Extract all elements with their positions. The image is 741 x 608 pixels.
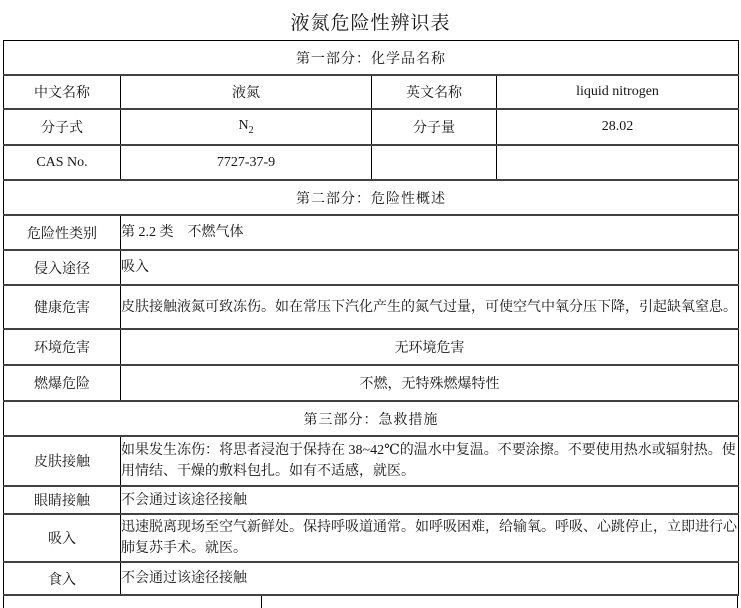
table-row-environment-hazard [4,329,739,365]
formula-base: N [238,118,249,134]
value-health-hazard: 皮肤接触液氮可致冻伤。如在常压下汽化产生的氮气过量，可使空气中氧分压下降，引起缺氧窒息。 [121,285,739,329]
label-entry-route: 侵入途径 [4,250,121,285]
table-row-skin-contact [4,436,739,486]
label-skin-contact: 皮肤接触 [4,436,121,486]
label-chinese-name: 中文名称 [4,75,121,109]
value-entry-route: 吸入 [121,250,739,285]
hazard-identification-table [3,40,739,596]
value-eye-contact: 不会通过该途径接触 [121,486,739,514]
section1-header-row [4,41,739,76]
value-molecular-weight: 28.02 [497,109,739,145]
label-health-hazard: 健康危害 [4,285,121,329]
table-row-ingestion [4,562,739,595]
value-ingestion: 不会通过该途径接触 [121,562,739,595]
value-skin-contact: 如果发生冻伤：将思者浸泡于保持在 38~42℃的温水中复温。不要涂擦。不要使用热水或辐射热。使用情结、干燥的敷料包扎。如有不适感，就医。 [121,436,739,486]
table-row-cas [4,145,739,180]
value-inhalation: 迅速脱离现场至空气新鲜处。保持呼吸道通常。如呼吸困难，给输氧。呼吸、心跳停止，立即进行心肺复苏手术。就医。 [121,514,739,562]
table-continuation-cut [3,596,738,608]
section3-header-row [4,401,739,436]
table-row-formula [4,109,739,145]
value-flammability-hazard: 不燃，无特殊燃爆特性 [121,365,739,401]
label-eye-contact: 眼睛接触 [4,486,121,514]
table-row-flammability-hazard [4,365,739,401]
label-cas-no: CAS No. [4,145,121,180]
label-molecular-weight: 分子量 [372,109,497,145]
section2-header-row [4,180,739,215]
section2-header: 第二部分：危险性概述 [4,180,739,215]
value-hazard-class: 第 2.2 类 不燃气体 [121,215,739,250]
value-cas-no: 7727-37-9 [121,145,372,180]
page-title: 液氮危险性辨识表 [290,13,451,34]
empty-cell-2 [497,145,739,180]
value-chinese-name: 液氮 [121,75,372,109]
label-environment-hazard: 环境危害 [4,329,121,365]
table-row-inhalation [4,514,739,562]
table-continuation-divider [261,596,262,608]
section3-header: 第三部分：急救措施 [4,401,739,436]
table-row-hazard-class [4,215,739,250]
label-ingestion: 食入 [4,562,121,595]
label-inhalation: 吸入 [4,514,121,562]
table-row-eye-contact [4,486,739,514]
label-molecular-formula: 分子式 [4,109,121,145]
label-hazard-class: 危险性类别 [4,215,121,250]
value-environment-hazard: 无环境危害 [121,329,739,365]
section1-header: 第一部分：化学品名称 [4,41,739,76]
formula-subscript: 2 [248,124,254,136]
label-flammability-hazard: 燃爆危险 [4,365,121,401]
empty-cell-1 [372,145,497,180]
table-row-names [4,75,739,109]
table-row-entry-route [4,250,739,285]
table-row-health-hazard [4,285,739,329]
value-english-name: liquid nitrogen [497,75,739,109]
value-molecular-formula [121,109,372,145]
label-english-name: 英文名称 [372,75,497,109]
